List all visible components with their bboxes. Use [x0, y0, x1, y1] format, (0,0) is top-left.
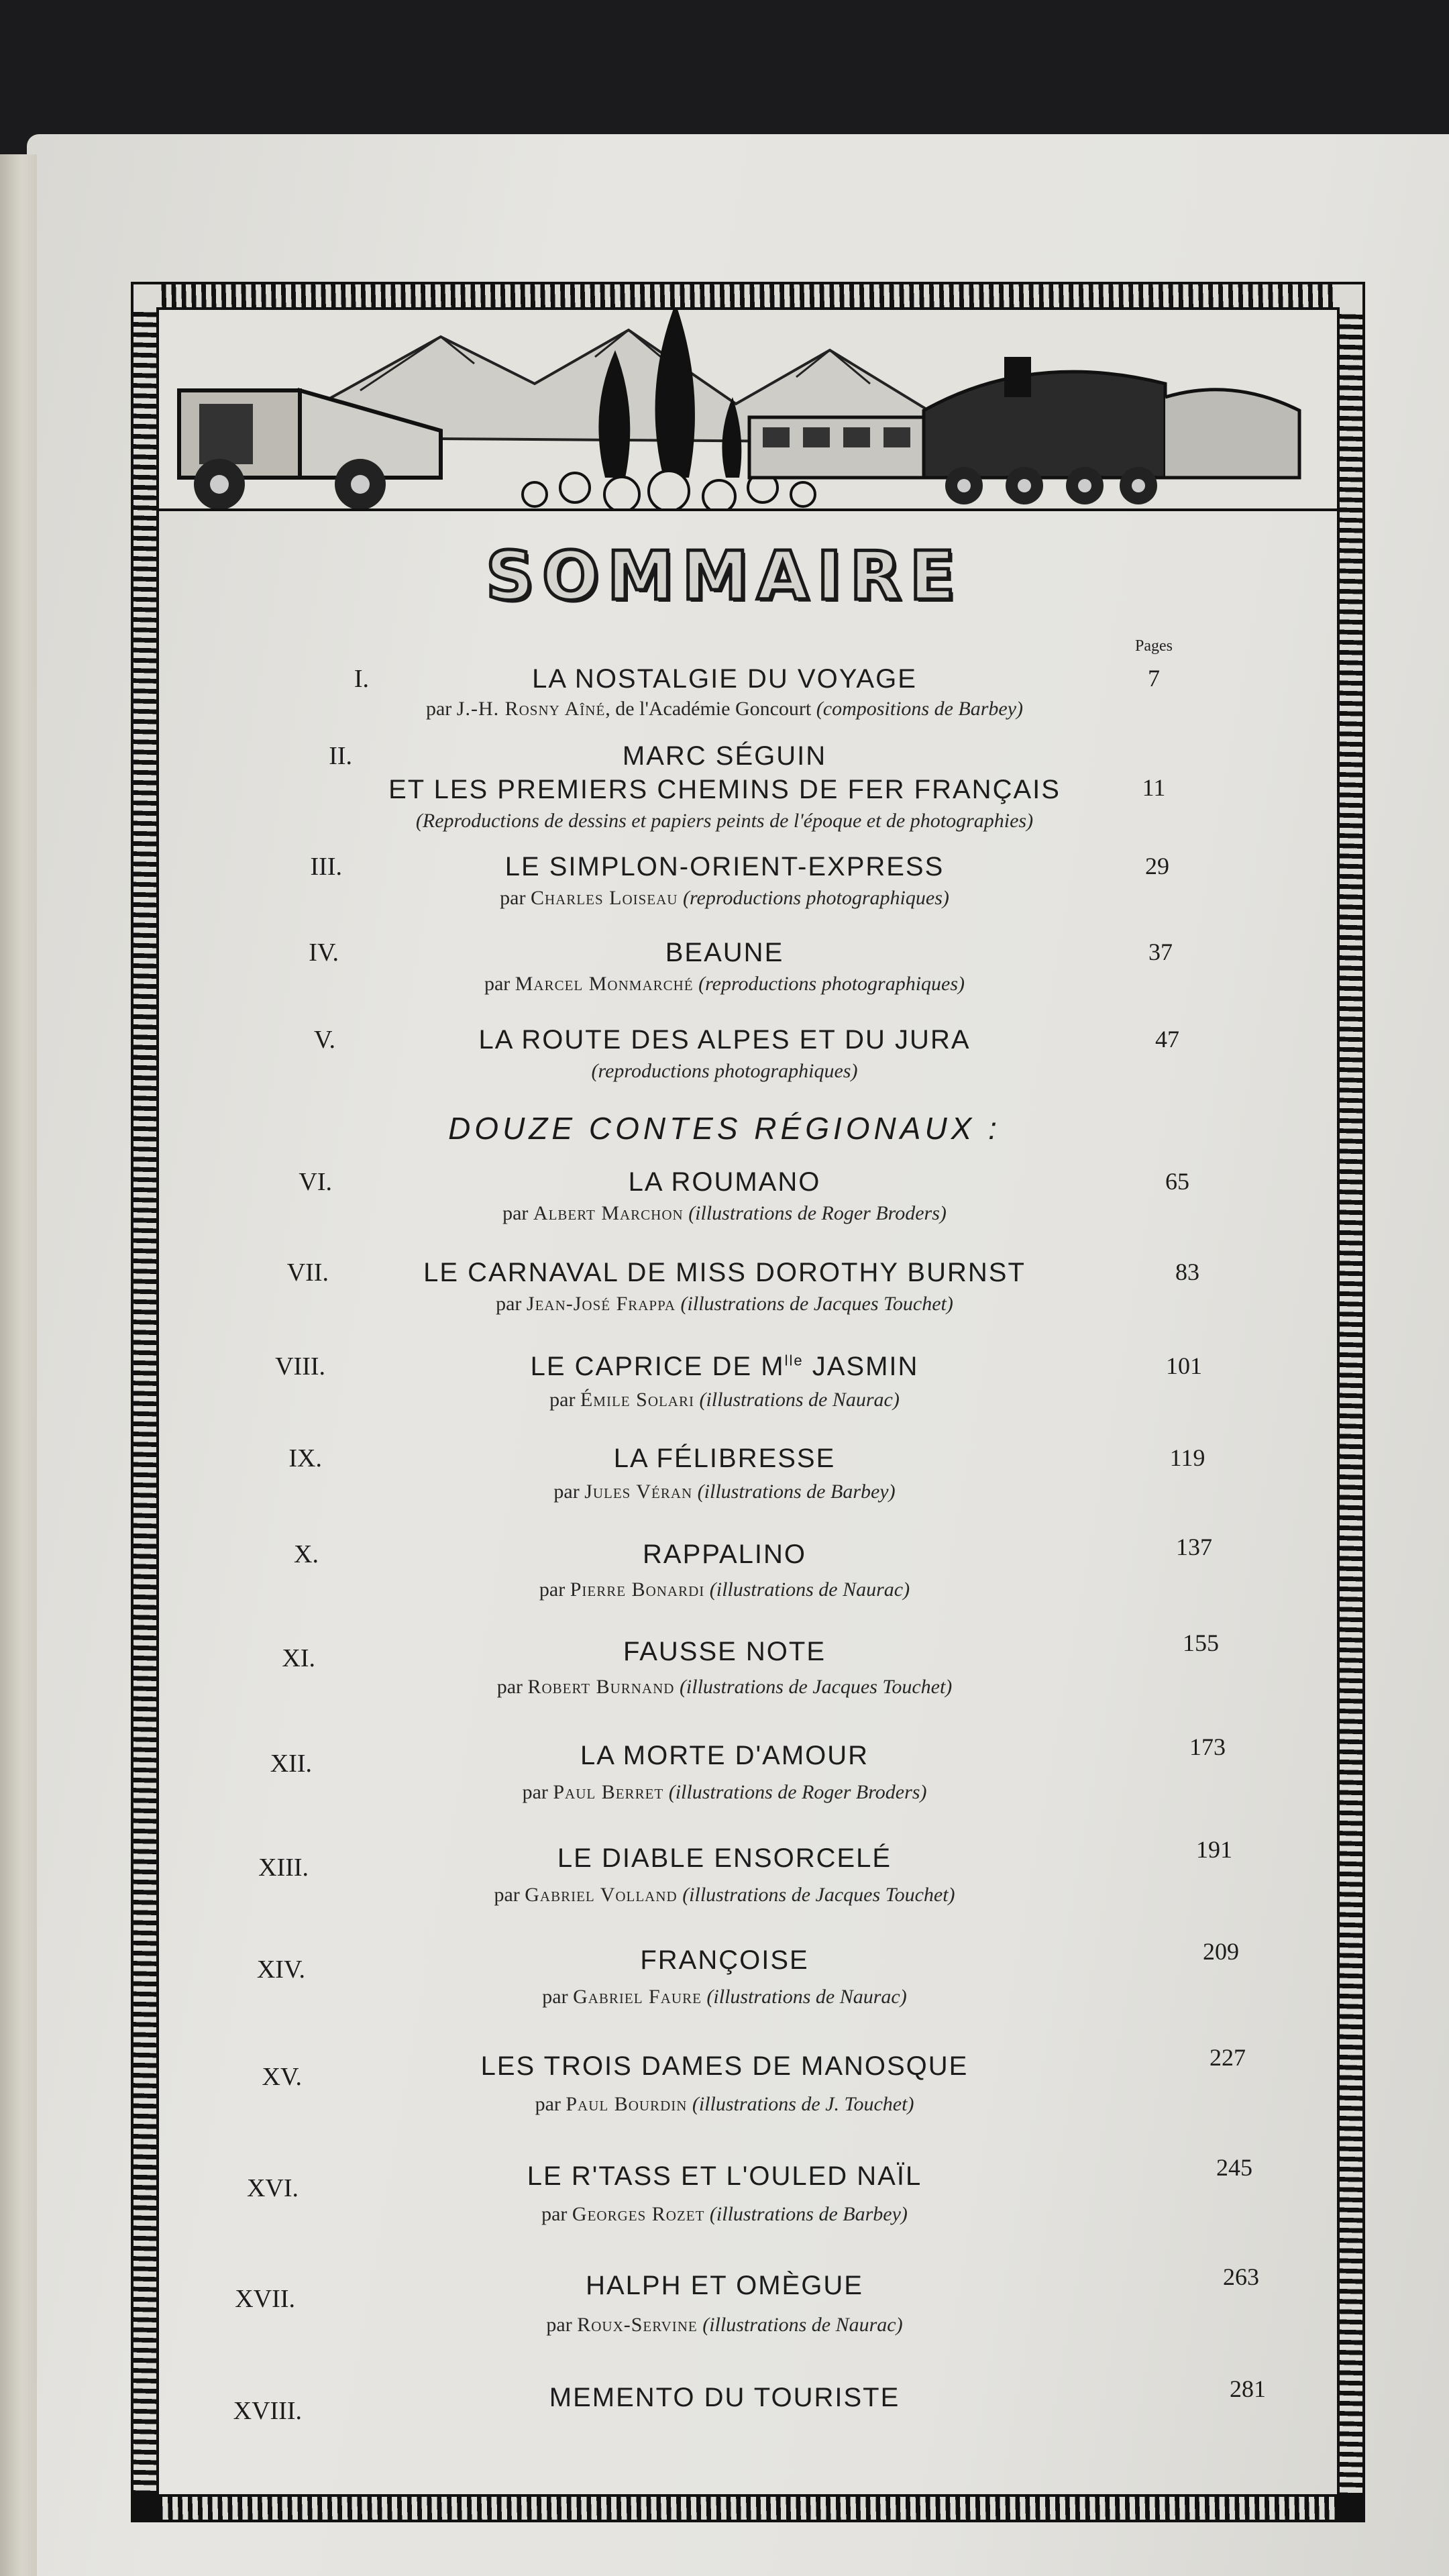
entry-title: LA FÉLIBRESSE	[613, 1444, 836, 1473]
entry-title: RAPPALINO	[643, 1540, 806, 1569]
entry-page: 245	[1216, 2154, 1252, 2181]
entry-byline	[0, 2093, 1449, 2116]
byline-extra: , de l'Académie Goncourt	[605, 698, 816, 720]
byline-extra	[704, 1578, 710, 1601]
entry-byline	[0, 973, 1449, 996]
byline-prefix: par	[542, 1986, 574, 2008]
entry-title-end: JASMIN	[803, 1352, 919, 1381]
entry-byline	[0, 1481, 1449, 1503]
byline-prefix: par	[425, 698, 457, 720]
entry-page: 65	[1165, 1168, 1189, 1195]
byline-prefix: par	[553, 1481, 585, 1503]
entry-title-superscript: lle	[784, 1352, 804, 1369]
entry-page: 83	[1175, 1258, 1199, 1285]
byline-extra	[694, 973, 699, 995]
byline-illustrations: (illustrations de Naurac)	[702, 2314, 903, 2336]
entry-number: IV.	[309, 938, 339, 967]
byline-author: Roux-Servine	[577, 2314, 698, 2336]
entry-number: X.	[294, 1540, 319, 1568]
byline-prefix: par	[522, 1781, 553, 1803]
byline-extra	[687, 2093, 692, 2115]
byline-extra	[663, 1781, 669, 1803]
entry-page: 137	[1176, 1534, 1212, 1560]
entry-page: 119	[1169, 1444, 1205, 1471]
byline-illustrations: (illustrations de Barbey)	[697, 1481, 896, 1503]
byline-prefix: par	[549, 1389, 580, 1411]
entry-title: LE DIABLE ENSORCELÉ	[557, 1843, 892, 1873]
byline-extra	[674, 1676, 680, 1698]
entry-number: V.	[313, 1026, 335, 1054]
entry-number: XIV.	[256, 1955, 305, 1984]
entry-page: 155	[1183, 1629, 1219, 1656]
byline-author: Pierre Bonardi	[570, 1578, 705, 1601]
byline-illustrations: (reproductions photographiques)	[591, 1060, 858, 1082]
byline-author: Albert Marchon	[533, 1202, 684, 1224]
entry-number: XVII.	[235, 2285, 295, 2313]
byline-author: Paul Bourdin	[566, 2093, 688, 2115]
entry-page: 263	[1223, 2263, 1259, 2290]
entry-title: LA NOSTALGIE DU VOYAGE	[532, 664, 917, 694]
entry-number: I.	[354, 665, 369, 693]
byline-extra	[676, 1293, 681, 1315]
byline-author: Jules Véran	[584, 1481, 693, 1503]
entry-number: II.	[329, 742, 352, 770]
entry-number: VIII.	[275, 1352, 325, 1381]
entry-number: XIII.	[258, 1854, 309, 1882]
entry-title-main: LE CAPRICE DE M	[530, 1352, 785, 1381]
entry-number: XV.	[262, 2063, 302, 2091]
byline-illustrations: (reproductions photographiques)	[682, 887, 949, 909]
entry-byline	[0, 1060, 1449, 1083]
entry-title: LE R'TASS ET L'OULED NAÏL	[527, 2161, 922, 2191]
section-header: DOUZE CONTES RÉGIONAUX :	[448, 1111, 1001, 1146]
byline-prefix: par	[484, 973, 515, 995]
byline-illustrations: (illustrations de Roger Broders)	[668, 1781, 927, 1803]
byline-prefix: par	[496, 1676, 528, 1698]
entry-byline	[0, 1293, 1449, 1316]
byline-author: Paul Berret	[553, 1781, 664, 1803]
entry-byline	[0, 1781, 1449, 1804]
byline-illustrations: (illustrations de Jacques Touchet)	[682, 1884, 955, 1906]
byline-illustrations: (illustrations de Jacques Touchet)	[680, 1293, 953, 1315]
travel-banner-illustration	[159, 310, 1337, 511]
byline-author: Marcel Monmarché	[515, 973, 694, 995]
entry-title: MEMENTO DU TOURISTE	[549, 2383, 900, 2412]
entry-byline	[0, 1578, 1449, 1601]
entry-number: XI.	[282, 1644, 315, 1672]
entry-byline	[0, 1202, 1449, 1225]
byline-extra	[678, 887, 683, 909]
byline-author: Gabriel Volland	[525, 1884, 678, 1906]
entry-title	[0, 1352, 1449, 1382]
entry-byline	[0, 1884, 1449, 1907]
byline-illustrations: (reproductions photographiques)	[698, 973, 965, 995]
byline-prefix: par	[541, 2203, 572, 2225]
byline-author: J.-H. Rosny Aîné	[456, 698, 606, 720]
entry-number: VI.	[299, 1168, 332, 1196]
entry-title-line2: ET LES PREMIERS CHEMINS DE FER FRANÇAIS	[388, 775, 1061, 804]
byline-prefix: par	[546, 2314, 578, 2336]
byline-prefix: par	[496, 1293, 527, 1315]
byline-illustrations: (illustrations de Naurac)	[709, 1578, 910, 1601]
byline-extra	[692, 1481, 698, 1503]
entry-number: XVIII.	[233, 2397, 302, 2425]
entry-byline	[0, 2203, 1449, 2226]
byline-author: Gabriel Faure	[573, 1986, 702, 2008]
entry-page: 281	[1230, 2375, 1266, 2402]
entry-page: 37	[1148, 938, 1173, 965]
entry-page: 47	[1155, 1026, 1179, 1053]
byline-author: Robert Burnand	[527, 1676, 675, 1698]
entry-page: 209	[1203, 1938, 1239, 1965]
entry-byline	[0, 810, 1449, 833]
entry-title: LE CARNAVAL DE MISS DOROTHY BURNST	[423, 1258, 1026, 1287]
entry-number: III.	[310, 853, 342, 881]
byline-prefix: par	[535, 2093, 566, 2115]
pages-column-header: Pages	[1135, 637, 1173, 655]
entry-title: LA ROUTE DES ALPES ET DU JURA	[478, 1025, 971, 1055]
entry-page: 173	[1189, 1733, 1226, 1760]
byline-prefix: par	[500, 887, 531, 909]
entry-page: 101	[1166, 1352, 1202, 1379]
byline-prefix: par	[539, 1578, 570, 1601]
entry-title: MARC SÉGUIN	[622, 741, 827, 771]
byline-illustrations: (illustrations de J. Touchet)	[692, 2093, 914, 2115]
entry-number: XII.	[270, 1750, 312, 1778]
entry-byline	[0, 698, 1449, 720]
byline-author: Charles Loiseau	[530, 887, 678, 909]
entry-page: 227	[1210, 2044, 1246, 2071]
entry-title: BEAUNE	[665, 938, 784, 967]
byline-author: Georges Rozet	[572, 2203, 705, 2225]
entry-byline	[0, 1389, 1449, 1411]
byline-prefix: par	[494, 1884, 525, 1906]
entry-number: XVI.	[246, 2174, 299, 2202]
byline-illustrations: (illustrations de Naurac)	[699, 1389, 900, 1411]
entry-title: FRANÇOISE	[640, 1945, 809, 1975]
entry-title: LE SIMPLON-ORIENT-EXPRESS	[504, 852, 945, 881]
byline-illustrations: (illustrations de Roger Broders)	[688, 1202, 947, 1224]
byline-author: Émile Solari	[580, 1389, 694, 1411]
entry-page: 7	[1148, 665, 1160, 692]
entry-title: FAUSSE NOTE	[623, 1637, 826, 1666]
byline-illustrations: (Reproductions de dessins et papiers peints de l'époque et de photographies)	[415, 810, 1034, 832]
entry-number: IX.	[288, 1444, 322, 1472]
byline-author: Jean-José Frappa	[526, 1293, 676, 1315]
entry-number: VII.	[286, 1258, 329, 1287]
entry-page: 11	[1142, 774, 1166, 801]
byline-illustrations: (illustrations de Naurac)	[706, 1986, 907, 2008]
byline-illustrations: (compositions de Barbey)	[816, 698, 1024, 720]
entry-page: 29	[1145, 853, 1169, 879]
entry-title: LES TROIS DAMES DE MANOSQUE	[480, 2051, 969, 2081]
byline-prefix: par	[502, 1202, 533, 1224]
entry-byline	[0, 887, 1449, 910]
byline-extra	[704, 2203, 710, 2225]
entry-title: HALPH ET OMÈGUE	[586, 2271, 863, 2300]
entry-byline	[0, 2314, 1449, 2337]
byline-illustrations: (illustrations de Jacques Touchet)	[679, 1676, 953, 1698]
entry-byline	[0, 1676, 1449, 1699]
page-title: SOMMAIRE	[486, 537, 963, 615]
entry-title: LA MORTE D'AMOUR	[580, 1741, 869, 1770]
byline-illustrations: (illustrations de Barbey)	[709, 2203, 908, 2225]
entry-byline	[0, 1986, 1449, 2008]
entry-title: LA ROUMANO	[628, 1167, 821, 1197]
entry-page: 191	[1196, 1836, 1232, 1863]
